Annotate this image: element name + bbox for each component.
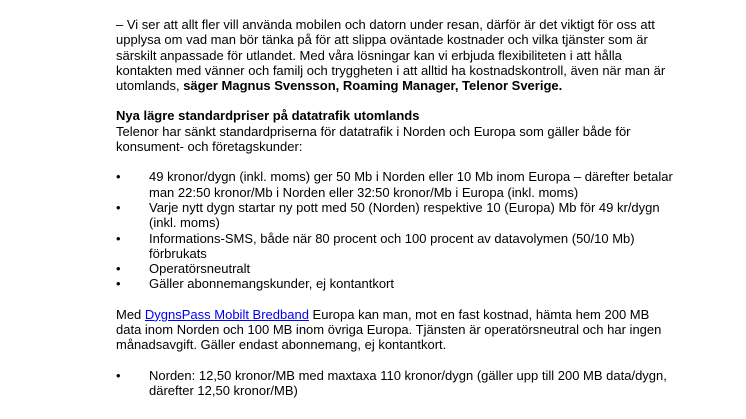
bullet-icon: • xyxy=(116,261,121,277)
quote-text: – Vi ser att allt fler vill använda mobilen och datorn under resan, därför är det viktigt för oss att upplysa om vad man bör tänka på för att slippa oväntade kostnader och vilka tjänster som är särskilt anpassade för utlandet. Med våra lösningar kan vi erbjuda flexibiliteten i att hålla kontakten med vänner och familj och tryggheten i att alltid ha kostnadskontroll, även när man är utomlands, xyxy=(116,17,666,94)
dygnspass-bullet-list xyxy=(116,368,676,399)
list-item-text: Varje nytt dygn startar ny pott med 50 (Norden) respektive 10 (Europa) Mb för 49 kr/dygn (inkl. moms) xyxy=(149,199,660,231)
section-heading: Nya lägre standardpriser på datatrafik utomlands xyxy=(116,108,420,124)
document-page xyxy=(116,17,676,413)
list-item-text: Operatörsneutralt xyxy=(149,261,251,277)
bullet-icon: • xyxy=(116,199,121,215)
list-item-text: 49 kronor/dygn (inkl. moms) ger 50 Mb i Norden eller 10 Mb inom Europa – därefter betalar man 22:50 kronor/Mb i Norden eller 32:50 kronor/Mb i Europa (inkl. moms) xyxy=(149,169,673,200)
list-item xyxy=(116,200,676,231)
price-bullet-list xyxy=(116,169,676,291)
dygnspass-prefix: Med xyxy=(116,306,145,322)
list-item xyxy=(116,169,676,200)
bullet-icon: • xyxy=(116,276,121,292)
list-item-text: Norden: 12,50 kronor/MB med maxtaxa 110 kronor/dygn (gäller upp till 200 MB data/dygn, därefter 12,50 kronor/MB) xyxy=(149,367,667,398)
bullet-icon: • xyxy=(116,367,121,383)
dygnspass-link[interactable]: DygnsPass Mobilt Bredband xyxy=(144,306,309,322)
quote-speaker: säger Magnus Svensson, Roaming Manager, Telenor Sverige. xyxy=(183,78,563,94)
list-item-text: Gäller abonnemangskunder, ej kontantkort xyxy=(149,276,394,292)
dygnspass-paragraph xyxy=(116,307,676,353)
bullet-icon: • xyxy=(116,230,121,246)
list-item-text: Informations-SMS, både när 80 procent och 100 procent av datavolymen (50/10 Mb) förbrukats xyxy=(149,230,635,261)
quote-paragraph xyxy=(116,17,676,93)
list-item xyxy=(116,231,676,262)
list-item xyxy=(116,368,676,399)
section-intro: Telenor har sänkt standardpriserna för datatrafik i Norden och Europa som gäller både för konsument- och företagskunder: xyxy=(116,123,631,155)
dygnspass-text: Europa kan man, mot en fast kostnad, hämta hem 200 MB data inom Norden och 100 MB inom övriga Europa. Tjänsten är operatörsneutral och har ingen månadsavgift. Gäller endast abonnemang, ej kontantkort. xyxy=(116,306,662,353)
list-item xyxy=(116,261,676,276)
bullet-icon: • xyxy=(116,169,121,185)
list-item xyxy=(116,276,676,291)
